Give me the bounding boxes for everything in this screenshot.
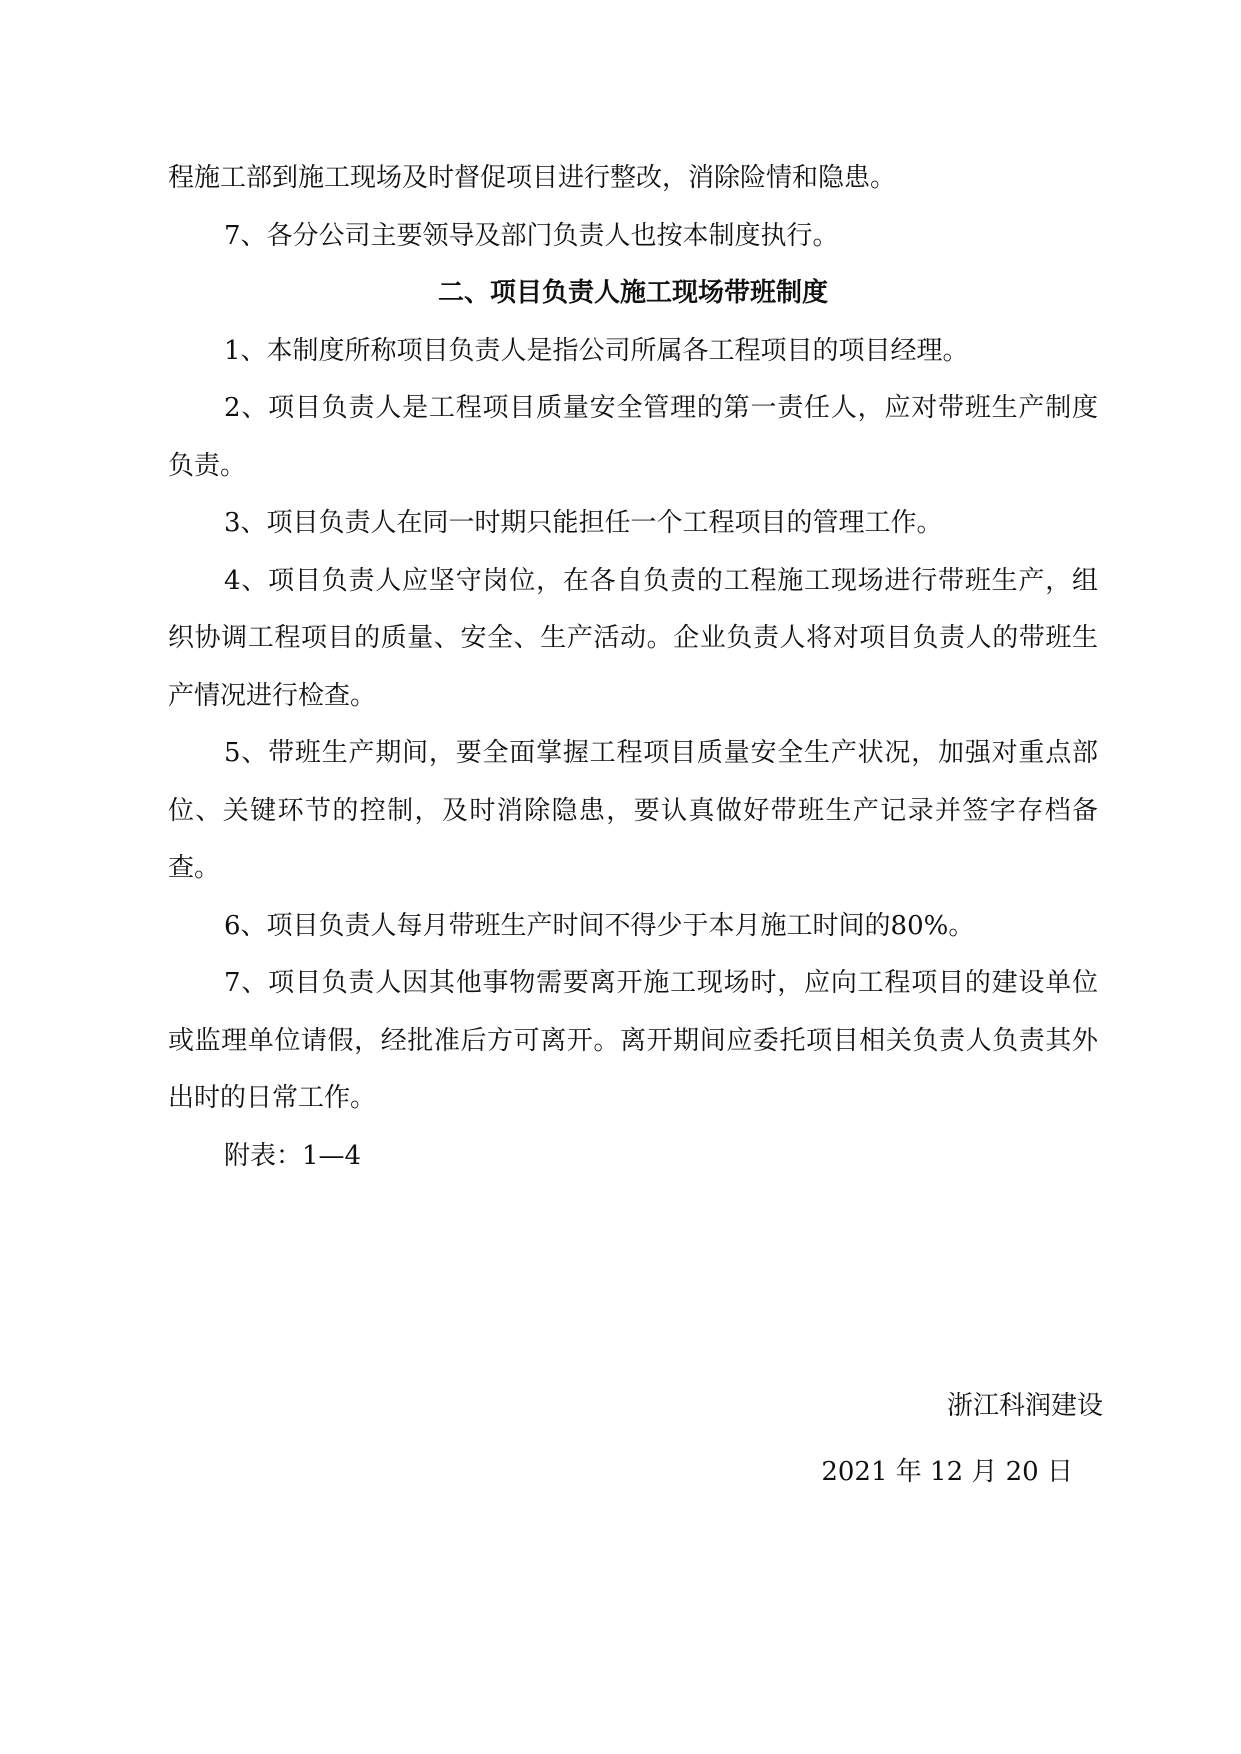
paragraph-item-2: 2、项目负责人是工程项目质量安全管理的第一责任人，应对带班生产制度负责。 — [168, 393, 1098, 481]
paragraph-item-4: 4、项目负责人应坚守岗位，在各自负责的工程施工现场进行带班生产，组织协调工程项目的质量、安全、生产活动。企业负责人将对项目负责人的带班生产情况进行检查。 — [168, 565, 1098, 711]
paragraph-item-5: 5、带班生产期间，要全面掌握工程项目质量安全生产状况，加强对重点部位、关键环节的控制，及时消除隐患，要认真做好带班生产记录并签字存档备查。 — [168, 738, 1098, 883]
paragraph-item-7-branch: 7、各分公司主要领导及部门负责人也按本制度执行。 — [224, 220, 839, 251]
paragraph-item-1: 1、本制度所称项目负责人是指公司所属各工程项目的项目经理。 — [224, 335, 969, 366]
section-title: 二、项目负责人施工现场带班制度 — [437, 278, 828, 308]
paragraph-continuation: 程施工部到施工现场及时督促项目进行整改，消除险情和隐患。 — [168, 163, 897, 193]
attachment-note: 附表：1—4 — [224, 1140, 362, 1171]
document-body — [168, 150, 1098, 1185]
paragraph-item-6: 6、项目负责人每月带班生产时间不得少于本月施工时间的80%。 — [224, 910, 975, 941]
paragraph-item-7: 7、项目负责人因其他事物需要离开施工现场时，应向工程项目的建设单位或监理单位请假，经批准后方可离开。离开期间应委托项目相关负责人负责其外出时的日常工作。 — [168, 968, 1098, 1113]
signature-company: 浙江科润建设 — [946, 1391, 1103, 1421]
signature-date: 2021 年 12 月 20 日 — [821, 1457, 1073, 1487]
paragraph-item-3: 3、项目负责人在同一时期只能担任一个工程项目的管理工作。 — [224, 508, 943, 538]
